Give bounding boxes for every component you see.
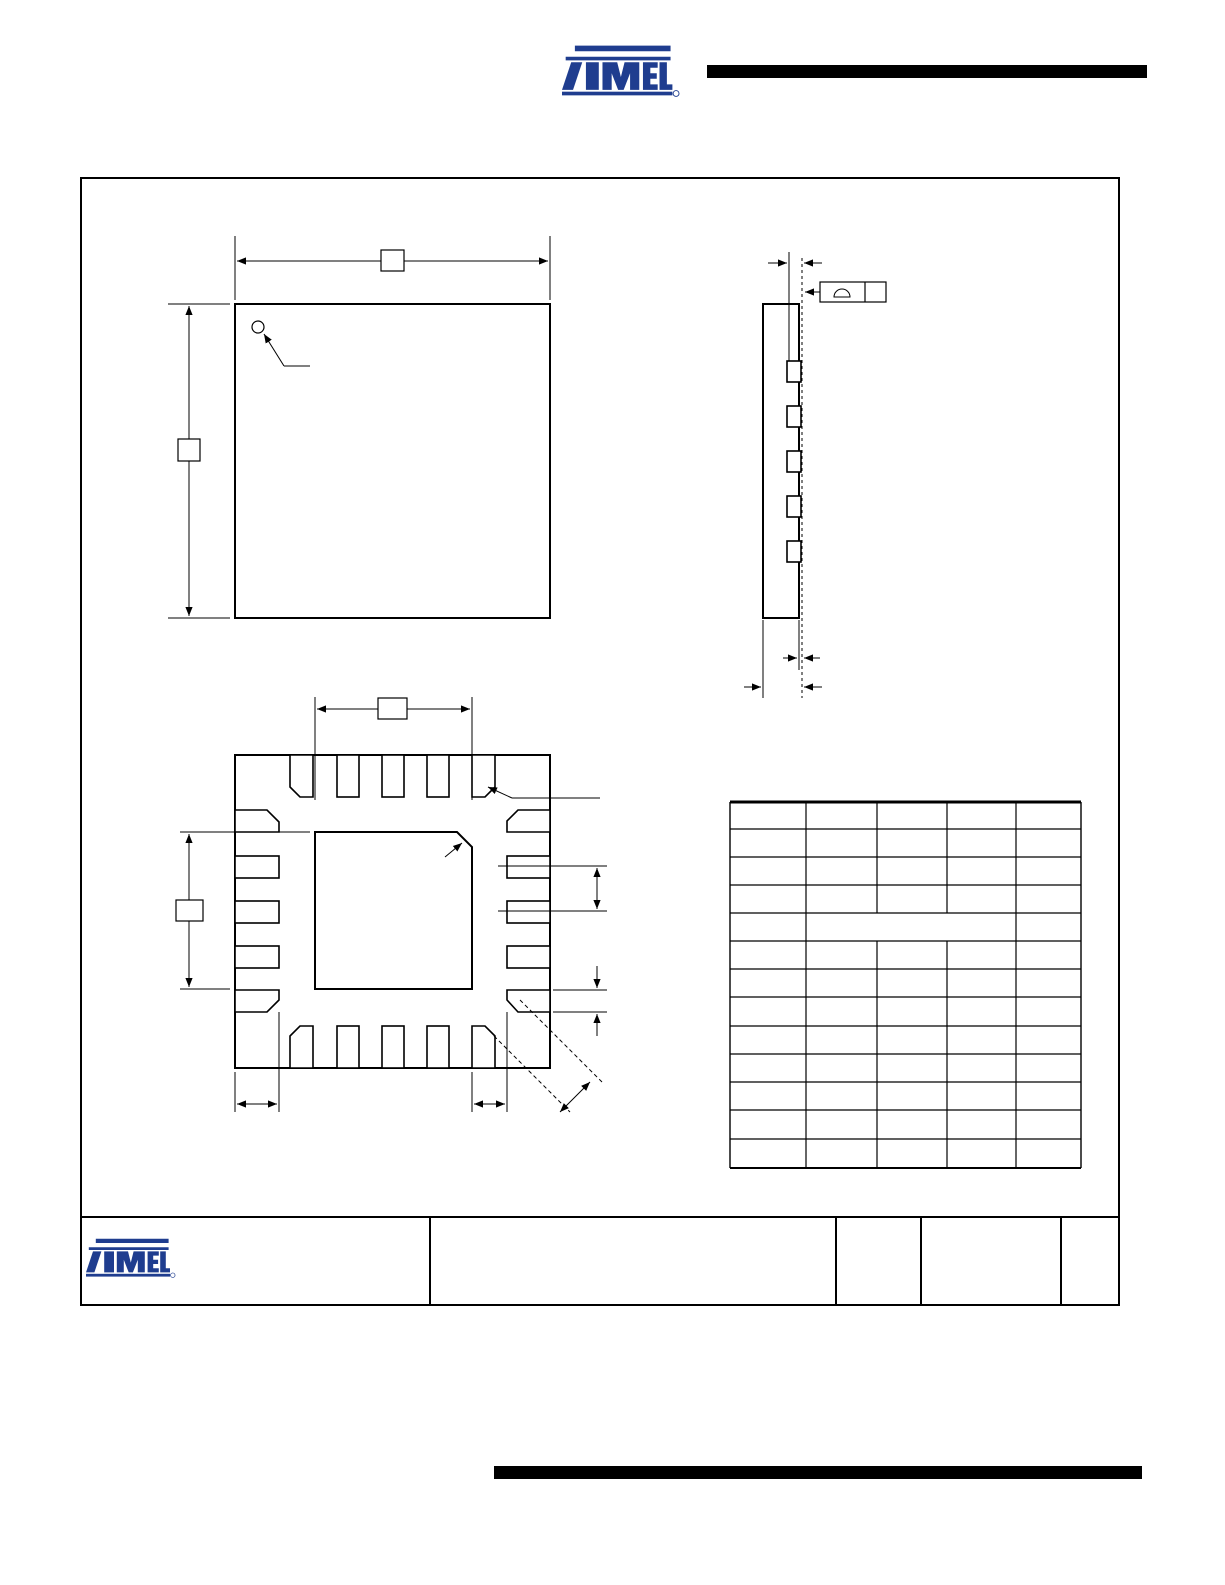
header-logo bbox=[562, 46, 679, 97]
top-view bbox=[168, 236, 550, 618]
dimension-table bbox=[730, 802, 1081, 1168]
flatness-callout bbox=[820, 282, 886, 302]
dim-label-box bbox=[381, 250, 404, 271]
pin1-marker bbox=[252, 321, 264, 333]
exposed-pad bbox=[315, 832, 472, 989]
dim-label-box bbox=[176, 900, 203, 921]
dim-label-box bbox=[178, 439, 200, 461]
dim-label-box bbox=[378, 698, 407, 719]
drawing-frame bbox=[81, 178, 1119, 1305]
title-block-logo bbox=[86, 1239, 175, 1278]
side-view bbox=[744, 252, 886, 698]
bottom-view bbox=[176, 697, 607, 1112]
